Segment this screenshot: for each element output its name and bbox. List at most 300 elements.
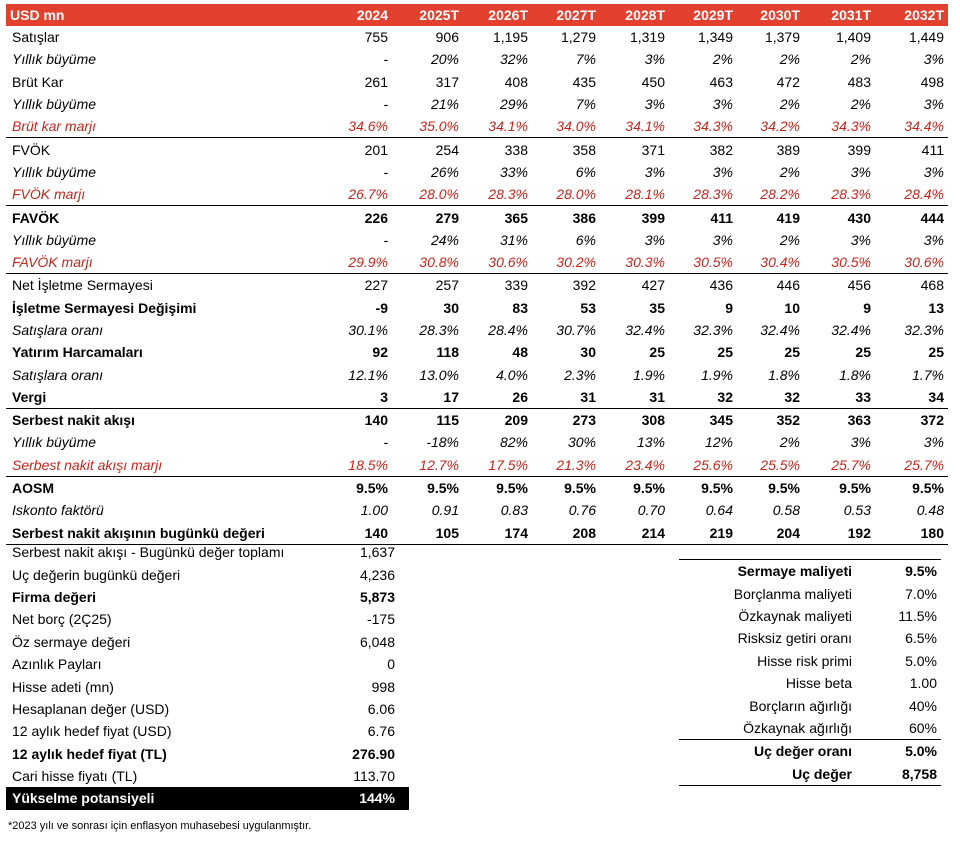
row-label: Serbest nakit akışı marjı — [6, 454, 314, 477]
cell-value: 1,409 — [835, 29, 871, 46]
cell-value: 105 — [392, 522, 463, 545]
table-row — [6, 206, 948, 229]
cell-value: 35 — [649, 299, 665, 316]
cell-value: 219 — [669, 522, 737, 545]
valuation-value: 276.90 — [352, 745, 395, 762]
cell-value: 386 — [532, 206, 600, 229]
table-row — [6, 476, 948, 499]
valuation-label: Net borç (2Ç25) — [12, 611, 112, 628]
table-row — [6, 454, 948, 477]
cell-value: 1,279 — [560, 29, 596, 46]
cost-of-capital-label: Özkaynak ağırlığı — [743, 719, 852, 736]
cell-value: 32.3% — [693, 322, 733, 338]
cell-value: 468 — [875, 274, 948, 297]
cell-value: 28.2% — [760, 186, 800, 203]
row-label: Yıllık büyüme — [12, 231, 97, 248]
valuation-label: Firma değeri — [12, 588, 97, 605]
cell-value: 1,449 — [908, 29, 944, 46]
cell-value: 28.1% — [625, 186, 665, 203]
table-row — [6, 93, 948, 115]
cell-value: 201 — [314, 138, 392, 161]
cell-value: 12.1% — [348, 366, 388, 383]
cell-value: 180 — [875, 522, 948, 545]
cell-value: 254 — [392, 138, 463, 161]
cell-value: 30.8% — [419, 254, 459, 271]
cell-value: 32.4% — [760, 322, 800, 338]
valuation-label: Yükselme potansiyeli — [6, 787, 336, 809]
table-row — [6, 319, 948, 341]
cost-of-capital-row — [679, 740, 941, 763]
cell-value: - — [383, 163, 388, 180]
cell-value: 9.5% — [768, 480, 800, 497]
cell-value: 0.76 — [568, 502, 596, 519]
cell-value: 0.64 — [705, 502, 733, 519]
valuation-row — [6, 608, 409, 630]
cell-value: 2% — [850, 51, 871, 68]
table-row — [6, 138, 948, 161]
row-label: FAVÖK — [6, 206, 314, 229]
cell-value: 31% — [499, 231, 528, 248]
cell-value: 118 — [436, 344, 459, 361]
valuation-label: Uç değerin bugünkü değeri — [12, 566, 181, 583]
cell-value: 53 — [580, 299, 596, 316]
dcf-projection-table — [6, 4, 948, 545]
cell-value: 34 — [928, 388, 944, 405]
cell-value: 419 — [737, 206, 804, 229]
valuation-value: -175 — [366, 611, 395, 628]
table-row — [6, 115, 948, 138]
header-row — [6, 4, 948, 26]
cell-value: 25 — [784, 344, 800, 361]
row-label: Yatırım Harcamaları — [12, 344, 143, 361]
cell-value: 444 — [875, 206, 948, 229]
cell-value: 430 — [804, 206, 875, 229]
cost-of-capital-value: 6.5% — [905, 630, 937, 647]
cell-value: 4.0% — [496, 366, 528, 383]
cell-value: 345 — [669, 409, 737, 432]
cell-value: 9.5% — [633, 480, 665, 497]
cell-value: 21.3% — [532, 454, 600, 477]
cell-value: 339 — [463, 274, 532, 297]
cell-value: 30.5% — [693, 254, 733, 271]
cell-value: 18.5% — [314, 454, 392, 477]
unit-label: USD mn — [6, 4, 314, 26]
cost-of-capital-row — [679, 582, 941, 604]
table-row — [6, 26, 948, 48]
cell-value: 6% — [575, 231, 596, 248]
valuation-label: Cari hisse fiyatı (TL) — [12, 768, 138, 785]
valuation-row — [6, 653, 409, 675]
cell-value: 25.7% — [804, 454, 875, 477]
cell-value: 30.7% — [556, 322, 596, 338]
cell-value: 30.3% — [625, 254, 665, 271]
cell-value: 1.9% — [701, 366, 733, 383]
cost-of-capital-value: 1.00 — [909, 675, 937, 692]
cell-value: 9.5% — [839, 480, 871, 497]
cell-value: 9.5% — [912, 480, 944, 497]
cell-value: 3% — [644, 96, 665, 113]
cell-value: 25.7% — [875, 454, 948, 477]
cell-value: 3% — [850, 231, 871, 248]
cell-value: 34.6% — [348, 118, 388, 135]
cell-value: 3% — [712, 231, 733, 248]
row-label: Brüt kar marjı — [12, 118, 97, 135]
cell-value: 2% — [779, 163, 800, 180]
valuation-row — [6, 631, 409, 653]
cell-value: - — [383, 96, 388, 113]
valuation-row — [6, 586, 409, 608]
cell-value: 30.6% — [488, 254, 528, 271]
cell-value: 30.4% — [760, 254, 800, 271]
cell-value: 30.2% — [556, 254, 596, 271]
table-row — [6, 431, 948, 453]
row-label: Serbest nakit akışı — [6, 409, 314, 432]
cell-value: 3% — [923, 231, 944, 248]
cell-value: 30.5% — [831, 254, 871, 271]
cell-value: 3% — [923, 434, 944, 451]
cell-value: 3% — [923, 163, 944, 180]
row-label: Yıllık büyüme — [12, 51, 97, 68]
cost-of-capital-row — [679, 717, 941, 740]
cell-value: 338 — [463, 138, 532, 161]
cell-value: 31 — [580, 388, 596, 405]
row-label: Satışlara oranı — [12, 322, 104, 338]
cell-value: 472 — [776, 73, 800, 90]
cost-of-capital-label: Borçların ağırlığı — [749, 697, 852, 714]
cell-value: 435 — [572, 73, 596, 90]
cell-value: 446 — [737, 274, 804, 297]
year-header: 2032T — [875, 4, 948, 26]
cost-of-capital-row — [679, 560, 941, 583]
cell-value: 399 — [804, 138, 875, 161]
projection-rows — [6, 26, 948, 544]
cell-value: 7% — [575, 51, 596, 68]
cell-value: 9.5% — [356, 480, 388, 497]
valuation-label: Serbest nakit akışı - Bugünkü değer toplamı — [12, 544, 285, 561]
cell-value: 32.3% — [904, 322, 944, 338]
cell-value: - — [383, 231, 388, 248]
cell-value: 1.00 — [360, 502, 388, 519]
cell-value: 0.58 — [772, 502, 800, 519]
cell-value: 3% — [712, 163, 733, 180]
cell-value: 2% — [779, 434, 800, 451]
cell-value: 227 — [314, 274, 392, 297]
cell-value: 308 — [600, 409, 669, 432]
cell-value: 9.5% — [701, 480, 733, 497]
cell-value: 427 — [600, 274, 669, 297]
cell-value: 82% — [499, 434, 528, 451]
cell-value: 2% — [779, 96, 800, 113]
cell-value: 30% — [567, 434, 596, 451]
cell-value: 273 — [532, 409, 600, 432]
cell-value: 483 — [847, 73, 871, 90]
cell-value: 32% — [499, 51, 528, 68]
row-label: Yıllık büyüme — [12, 96, 97, 113]
cell-value: 34.3% — [693, 118, 733, 135]
valuation-row — [6, 765, 409, 787]
cell-value: 92 — [372, 344, 388, 361]
row-label: Yıllık büyüme — [12, 434, 97, 451]
cell-value: 48 — [512, 344, 528, 361]
cell-value: 3 — [380, 388, 388, 405]
valuation-row — [6, 541, 409, 563]
cell-value: 29% — [499, 96, 528, 113]
table-row — [6, 499, 948, 521]
valuation-row — [6, 698, 409, 720]
cell-value: 2% — [712, 51, 733, 68]
cell-value: 28.0% — [556, 186, 596, 203]
cell-value: 26 — [512, 388, 528, 405]
cell-value: 34.1% — [488, 118, 528, 135]
cell-value: 365 — [463, 206, 532, 229]
valuation-label: 12 aylık hedef fiyat (USD) — [12, 723, 172, 740]
valuation-label: Azınlık Payları — [12, 656, 102, 673]
cell-value: 32.4% — [625, 322, 665, 338]
cell-value: 29.9% — [348, 254, 388, 271]
cell-value: 31 — [649, 388, 665, 405]
cell-value: 399 — [600, 206, 669, 229]
valuation-value: 6.76 — [367, 723, 395, 740]
cell-value: 13.0% — [419, 366, 459, 383]
cell-value: 28.0% — [419, 186, 459, 203]
row-label: FVÖK — [6, 138, 314, 161]
cell-value: 28.3% — [693, 186, 733, 203]
cell-value: 450 — [641, 73, 665, 90]
table-row — [6, 71, 948, 93]
cell-value: 33% — [499, 163, 528, 180]
valuation-value: 6.06 — [367, 700, 395, 717]
row-label: Yıllık büyüme — [12, 163, 97, 180]
cell-value: 9 — [725, 299, 733, 316]
cell-value: 12.7% — [392, 454, 463, 477]
cost-of-capital-value: 5.0% — [856, 740, 941, 763]
cell-value: 755 — [364, 29, 388, 46]
cell-value: 456 — [804, 274, 875, 297]
cell-value: 411 — [875, 138, 948, 161]
cell-value: 34.0% — [556, 118, 596, 135]
cell-value: 34.4% — [904, 118, 944, 135]
valuation-label: Hisse adeti (mn) — [12, 678, 114, 695]
cell-value: 32 — [784, 388, 800, 405]
cell-value: 34.1% — [625, 118, 665, 135]
cell-value: 28.4% — [904, 186, 944, 203]
cell-value: - — [383, 51, 388, 68]
valuation-row — [6, 743, 409, 765]
cell-value: 25 — [717, 344, 733, 361]
cell-value: 2.3% — [564, 366, 596, 383]
cell-value: 17.5% — [463, 454, 532, 477]
cost-of-capital-row — [679, 694, 941, 716]
valuation-value: 998 — [371, 678, 395, 695]
cell-value: 3% — [712, 96, 733, 113]
cost-of-capital-label: Risksiz getiri oranı — [737, 630, 852, 647]
cell-value: 23.4% — [600, 454, 669, 477]
row-label: Vergi — [12, 388, 47, 405]
row-label: Iskonto faktörü — [12, 502, 104, 519]
cell-value: 204 — [737, 522, 804, 545]
cell-value: 34.2% — [760, 118, 800, 135]
row-label: Brüt Kar — [12, 73, 64, 90]
cell-value: 2% — [779, 231, 800, 248]
cell-value: 10 — [784, 299, 800, 316]
cost-of-capital-label: Uç değer oranı — [679, 740, 856, 763]
cell-value: 463 — [709, 73, 733, 90]
cell-value: 261 — [364, 73, 388, 90]
cell-value: 30 — [443, 299, 459, 316]
year-header: 2030T — [737, 4, 804, 26]
cell-value: 408 — [504, 73, 528, 90]
year-header: 2031T — [804, 4, 875, 26]
cell-value: 28.3% — [831, 186, 871, 203]
table-row — [6, 183, 948, 206]
cell-value: 9.5% — [427, 480, 459, 497]
cost-of-capital-label: Borçlanma maliyeti — [733, 585, 852, 602]
cell-value: 372 — [875, 409, 948, 432]
cell-value: 32 — [717, 388, 733, 405]
cell-value: 17 — [443, 388, 459, 405]
cell-value: 140 — [314, 522, 392, 545]
cell-value: 192 — [804, 522, 875, 545]
cell-value: - — [383, 434, 388, 451]
cell-value: 13% — [636, 434, 665, 451]
cost-of-capital-table — [679, 559, 941, 786]
row-label: Serbest nakit akışının bugünkü değeri — [6, 522, 314, 545]
valuation-value: 144% — [336, 787, 409, 809]
cell-value: 1,379 — [764, 29, 800, 46]
footnote: *2023 yılı ve sonrası için enflasyon muhasebesi uygulanmıştır. — [8, 820, 312, 832]
cell-value: 1,349 — [697, 29, 733, 46]
cell-value: 33 — [855, 388, 871, 405]
cell-value: 3% — [644, 51, 665, 68]
cost-of-capital-row — [679, 650, 941, 672]
row-label: FAVÖK marjı — [12, 254, 93, 271]
cell-value: 9.5% — [496, 480, 528, 497]
cell-value: 498 — [920, 73, 944, 90]
cell-value: 28.3% — [419, 322, 459, 338]
year-header: 2027T — [532, 4, 600, 26]
year-header: 2029T — [669, 4, 737, 26]
cell-value: 28.3% — [488, 186, 528, 203]
valuation-row — [6, 720, 409, 742]
cell-value: 363 — [804, 409, 875, 432]
cell-value: 226 — [314, 206, 392, 229]
cell-value: 21% — [430, 96, 459, 113]
cell-value: 257 — [392, 274, 463, 297]
cell-value: 214 — [600, 522, 669, 545]
cell-value: 389 — [737, 138, 804, 161]
cell-value: 352 — [737, 409, 804, 432]
table-row — [6, 363, 948, 385]
year-header: 2024 — [314, 4, 392, 26]
cell-value: 26.7% — [348, 186, 388, 203]
cell-value: 2% — [850, 96, 871, 113]
table-row — [6, 274, 948, 297]
cell-value: 30.6% — [904, 254, 944, 271]
cost-of-capital-row — [679, 605, 941, 627]
cell-value: 25.5% — [737, 454, 804, 477]
valuation-value: 4,236 — [359, 566, 395, 583]
cell-value: 3% — [850, 434, 871, 451]
cost-of-capital-value: 60% — [908, 719, 937, 736]
cell-value: 906 — [435, 29, 459, 46]
cost-of-capital-row — [679, 627, 941, 649]
cell-value: 1,195 — [492, 29, 528, 46]
cell-value: 3% — [923, 51, 944, 68]
valuation-value: 5,873 — [359, 588, 395, 605]
cell-value: 25 — [649, 344, 665, 361]
cost-of-capital-label: Hisse risk primi — [757, 652, 852, 669]
cost-of-capital-label: Sermaye maliyeti — [679, 560, 856, 583]
cell-value: 6% — [575, 163, 596, 180]
valuation-value: 113.70 — [353, 768, 395, 785]
valuation-value: 6,048 — [359, 633, 395, 650]
year-header: 2025T — [392, 4, 463, 26]
valuation-label: 12 aylık hedef fiyat (TL) — [12, 745, 167, 762]
cell-value: 115 — [392, 409, 463, 432]
cell-value: 0.48 — [916, 502, 944, 519]
cell-value: -18% — [426, 434, 459, 451]
cell-value: 7% — [575, 96, 596, 113]
cell-value: 35.0% — [419, 118, 459, 135]
cell-value: 382 — [669, 138, 737, 161]
cell-value: 279 — [392, 206, 463, 229]
cell-value: 1.7% — [912, 366, 944, 383]
cell-value: 25.6% — [669, 454, 737, 477]
table-row — [6, 161, 948, 183]
cell-value: 174 — [463, 522, 532, 545]
year-header: 2026T — [463, 4, 532, 26]
cell-value: 3% — [923, 96, 944, 113]
cell-value: 25 — [928, 344, 944, 361]
valuation-row — [6, 675, 409, 697]
valuation-summary-table — [6, 541, 409, 810]
cell-value: 3% — [850, 163, 871, 180]
cell-value: 1.9% — [633, 366, 665, 383]
valuation-label: Öz sermaye değeri — [12, 633, 131, 650]
cost-of-capital-value: 8,758 — [856, 763, 941, 786]
cost-of-capital-value: 11.5% — [898, 607, 937, 624]
cost-of-capital-row — [679, 672, 941, 694]
valuation-value: 1,637 — [359, 544, 395, 561]
row-label: Satışlar — [12, 29, 60, 46]
cell-value: 208 — [532, 522, 600, 545]
cell-value: 371 — [600, 138, 669, 161]
cell-value: 436 — [669, 274, 737, 297]
table-row — [6, 341, 948, 363]
cost-of-capital-label: Hisse beta — [785, 675, 852, 692]
cell-value: 83 — [512, 299, 528, 316]
valuation-row — [6, 787, 409, 809]
table-row — [6, 409, 948, 432]
row-label: İşletme Sermayesi Değişimi — [12, 299, 197, 316]
row-label: Net İşletme Sermayesi — [6, 274, 314, 297]
cost-of-capital-row — [679, 763, 941, 786]
valuation-row — [6, 563, 409, 585]
cell-value: 358 — [532, 138, 600, 161]
table-row — [6, 386, 948, 409]
cost-of-capital-label: Uç değer — [679, 763, 856, 786]
year-header: 2028T — [600, 4, 669, 26]
cell-value: 140 — [314, 409, 392, 432]
table-row — [6, 297, 948, 319]
cell-value: 0.70 — [637, 502, 665, 519]
row-label: AOSM — [12, 480, 54, 497]
cell-value: 24% — [430, 231, 459, 248]
cell-value: 12% — [704, 434, 733, 451]
cell-value: 25 — [855, 344, 871, 361]
cell-value: 1.8% — [839, 366, 871, 383]
cell-value: 2% — [779, 51, 800, 68]
